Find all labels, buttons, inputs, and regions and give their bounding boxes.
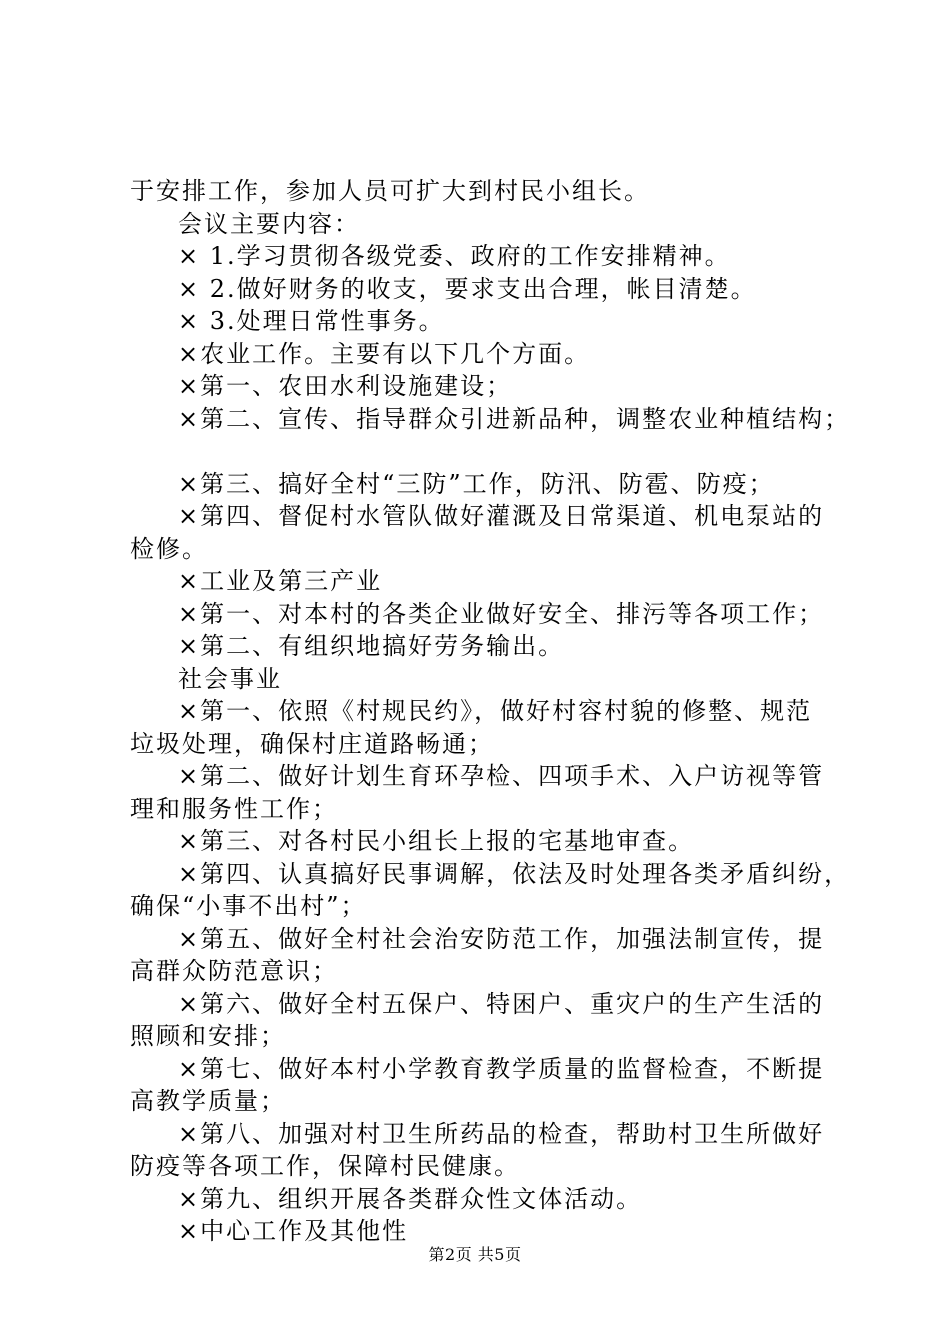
text-line: ×第一、依照《村规民约》，做好村容村貌的修整、规范 xyxy=(178,697,813,725)
text-line: 高教学质量； xyxy=(130,1087,286,1115)
blank-line xyxy=(130,435,840,468)
text-line: ×第七、做好本村小学教育教学质量的监督检查，不断提 xyxy=(178,1054,825,1083)
text-line: ×工业及第三产业 xyxy=(178,567,383,595)
text-line: ×第四、督促村水管队做好灌溉及日常渠道、机电泵站的 xyxy=(178,502,825,530)
text-line: ×第三、对各村民小组长上报的宅基地审查。 xyxy=(178,827,695,855)
text-line: 会议主要内容： xyxy=(178,209,360,238)
text-line: 检修。 xyxy=(130,534,208,563)
text-line: ×第一、对本村的各类企业做好安全、排污等各项工作； xyxy=(178,599,825,628)
text-line: ×第九、组织开展各类群众性文体活动。 xyxy=(178,1184,643,1213)
text-line: × 1.学习贯彻各级党委、政府的工作安排精神。 xyxy=(178,242,731,270)
text-line: ×中心工作及其他性 xyxy=(178,1217,409,1245)
text-line: 垃圾处理，确保村庄道路畅通； xyxy=(130,729,494,758)
text-line: ×第四、认真搞好民事调解，依法及时处理各类矛盾纠纷， xyxy=(178,859,851,888)
text-line: ×第一、农田水利设施建设； xyxy=(178,372,513,400)
text-line: 社会事业 xyxy=(178,664,282,693)
text-line: 高群众防范意识； xyxy=(130,957,338,985)
text-line: ×第五、做好全村社会治安防范工作，加强法制宣传，提 xyxy=(178,924,825,953)
text-line: ×第八、加强对村卫生所药品的检查，帮助村卫生所做好 xyxy=(178,1119,825,1148)
text-line: ×第六、做好全村五保户、特困户、重灾户的生产生活的 xyxy=(178,989,825,1018)
body-text xyxy=(130,175,851,1248)
text-line: × 3.处理日常性事务。 xyxy=(178,307,445,335)
text-line: ×第二、宣传、指导群众引进新品种，调整农业种植结构； xyxy=(178,404,851,433)
text-line: ×第二、有组织地搞好劳务输出。 xyxy=(178,632,565,660)
text-line: 理和服务性工作； xyxy=(130,794,338,823)
text-line: ×第二、做好计划生育环孕检、四项手术、入户访视等管 xyxy=(178,762,825,790)
text-line: ×农业工作。主要有以下几个方面。 xyxy=(178,339,591,368)
text-line: 于安排工作，参加人员可扩大到村民小组长。 xyxy=(130,177,650,205)
text-line: 防疫等各项工作，保障村民健康。 xyxy=(130,1152,520,1180)
page-footer: 第2页 共5页 xyxy=(428,1245,522,1264)
text-line: ×第三、搞好全村“三防”工作，防汛、防雹、防疫； xyxy=(178,469,775,498)
text-line: × 2.做好财务的收支，要求支出合理，帐目清楚。 xyxy=(178,274,757,303)
text-line: 确保“小事不出村”； xyxy=(130,892,367,920)
text-line: 照顾和安排； xyxy=(130,1022,286,1050)
